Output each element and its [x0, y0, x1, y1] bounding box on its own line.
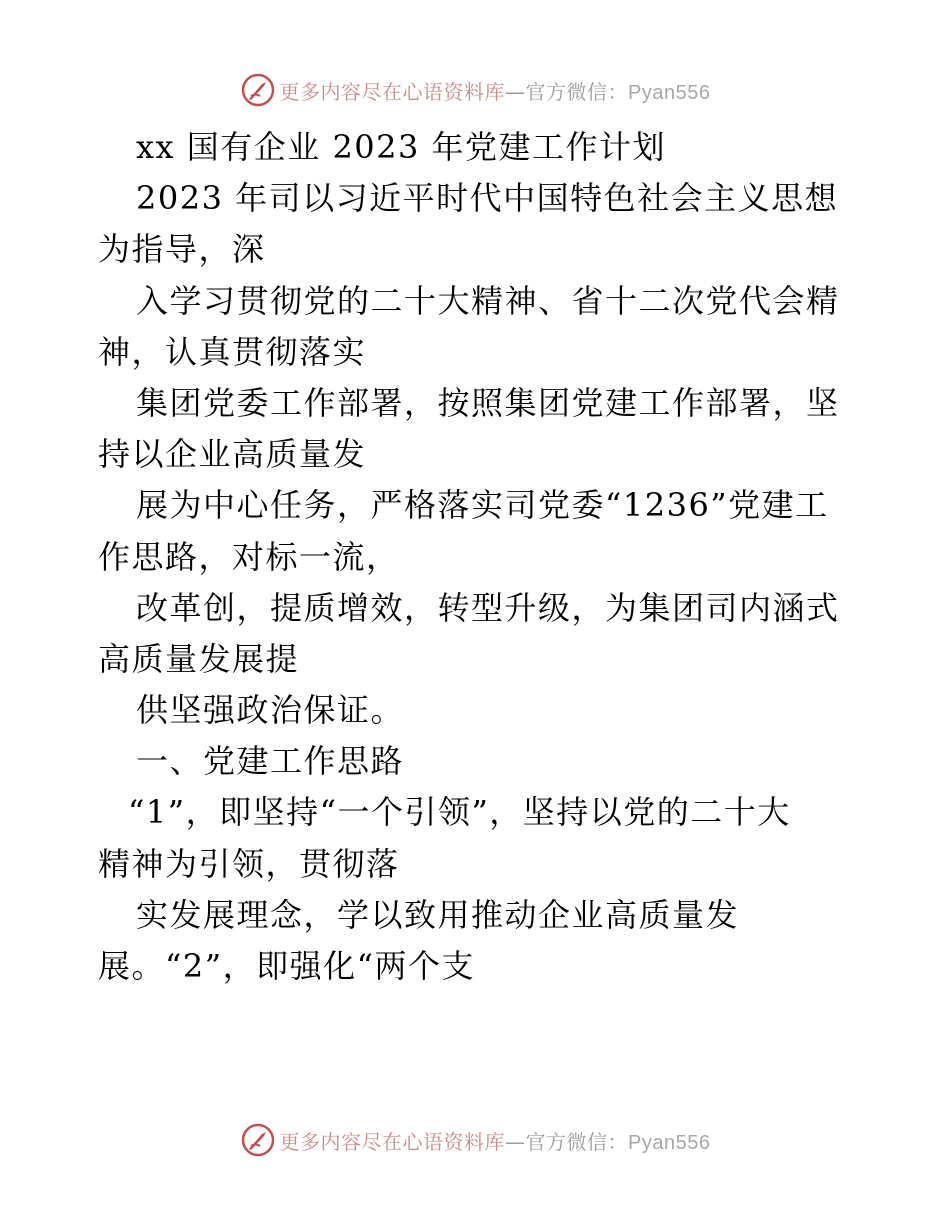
quill-pen-logo-icon — [240, 72, 276, 108]
paragraph-line: 高质量发展提 — [98, 639, 300, 678]
paragraph-line: 持以企业高质量发 — [98, 435, 367, 474]
paragraph-line: 展为中心任务，严格落实司党委“1236”党建工 — [136, 486, 829, 525]
watermark-separator: — — [505, 79, 526, 104]
watermark-brand: 更多内容尽在心语资料库 — [279, 79, 506, 104]
paragraph-line: 精神为引领，贯彻落 — [98, 844, 400, 883]
footer-watermark — [0, 1120, 950, 1160]
paragraph-line: 入学习贯彻党的二十大精神、省十二次党代会精 — [136, 281, 840, 320]
document-title: xx 国有企业 2023 年党建工作计划 — [136, 128, 667, 166]
paragraph-line: 改革创，提质增效，转型升级，为集团司内涵式 — [136, 588, 840, 627]
paragraph-line: 作思路，对标一流， — [98, 537, 400, 576]
watermark-account: Pyan556 — [628, 81, 711, 104]
paragraph-line: 神，认真贯彻落实 — [98, 332, 367, 371]
paragraph-line: “1”，即坚持“一个引领”，坚持以党的二十大 — [128, 793, 791, 832]
header-watermark — [0, 70, 950, 110]
paragraph-line: 供坚强政治保证。 — [136, 691, 405, 730]
paragraph-line: 集团党委工作部署，按照集团党建工作部署，坚 — [136, 383, 840, 422]
watermark-text — [280, 76, 711, 105]
watermark-brand: 更多内容尽在心语资料库 — [279, 1129, 506, 1154]
document-body — [98, 122, 858, 992]
paragraph-line: 2023 年司以习近平时代中国特色社会主义思想 — [136, 179, 839, 218]
paragraph-line: 实发展理念，学以致用推动企业高质量发 — [136, 895, 740, 934]
watermark-account: Pyan556 — [628, 1131, 711, 1154]
watermark-separator: — — [505, 1129, 526, 1154]
section-heading: 一、党建工作思路 — [136, 742, 405, 781]
paragraph-line: 为指导，深 — [98, 230, 266, 269]
watermark-wechat-label: 官方微信： — [525, 1129, 629, 1154]
quill-pen-logo-icon — [240, 1122, 276, 1158]
watermark-wechat-label: 官方微信： — [525, 79, 629, 104]
paragraph-line: 展。“2”，即强化“两个支 — [98, 947, 475, 985]
watermark-text — [280, 1126, 711, 1155]
